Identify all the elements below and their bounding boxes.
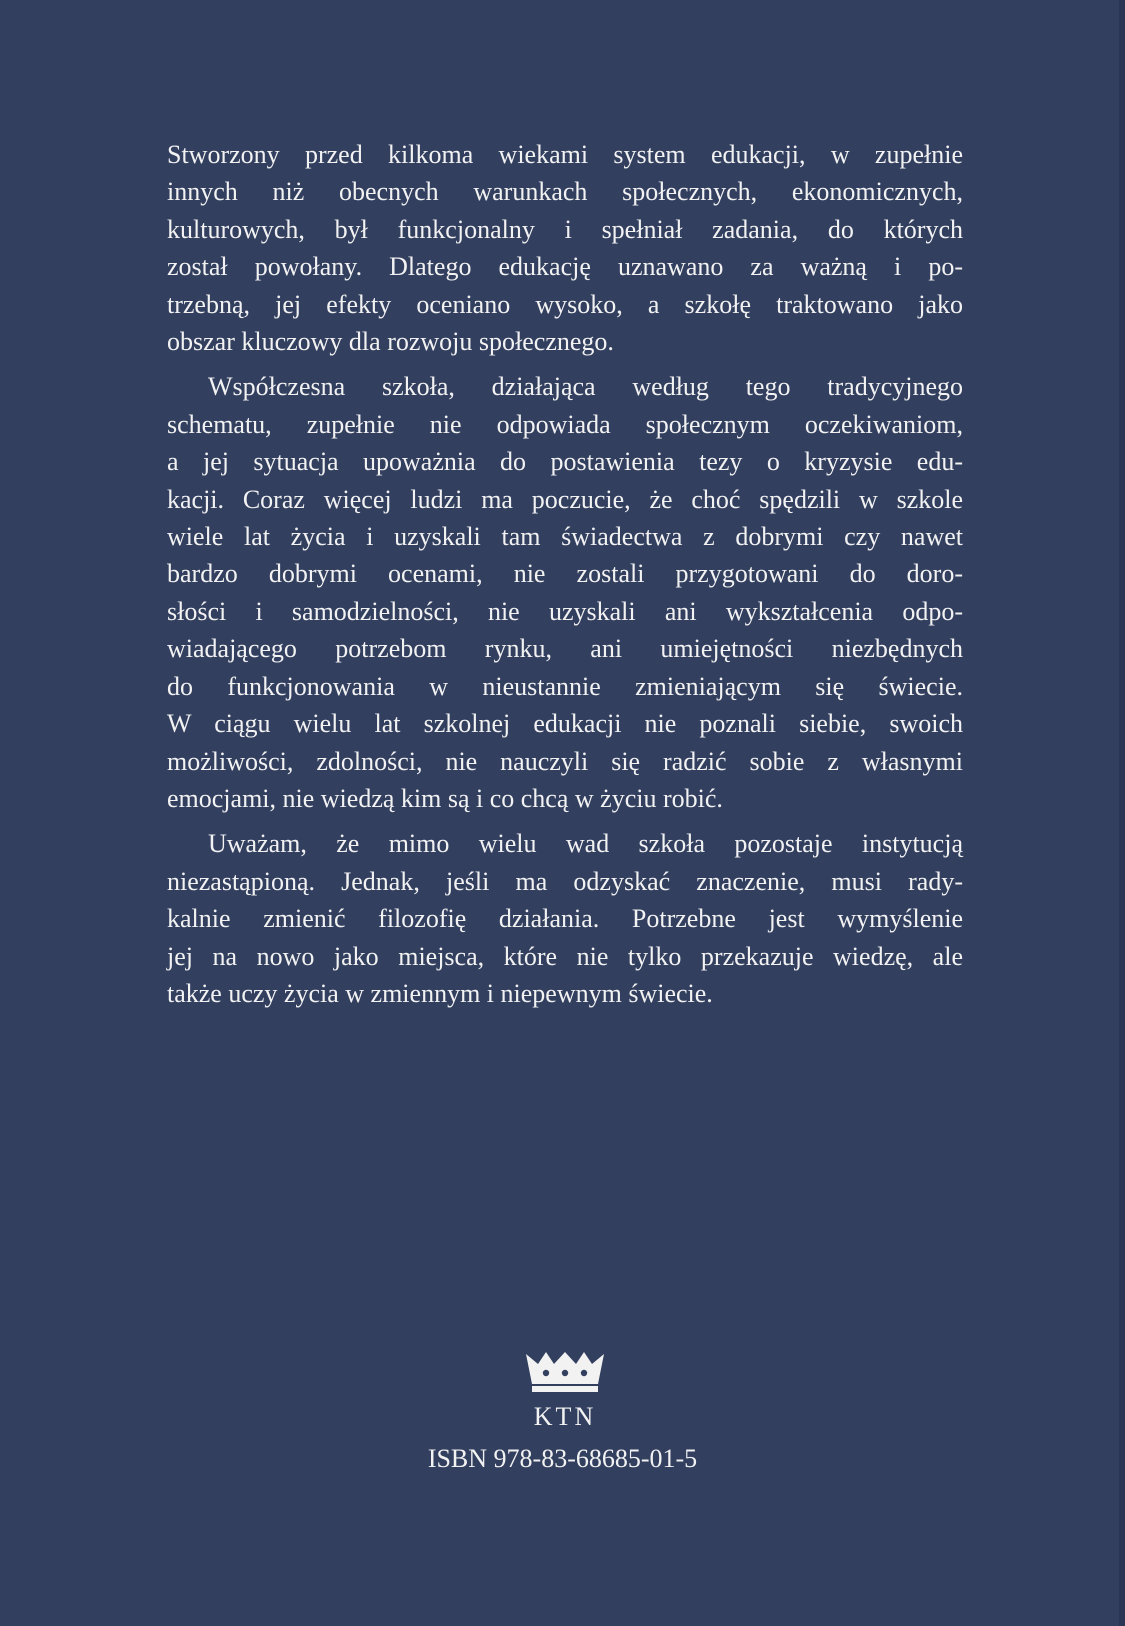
text-line: obszar kluczowy dla rozwoju społecznego. — [167, 327, 614, 357]
text-line: W ciągu wielu lat szkolnej edukacji nie poznali siebie, swoich — [167, 709, 963, 739]
isbn-number: ISBN 978-83-68685-01-5 — [427, 1444, 698, 1473]
text-line: kacji. Coraz więcej ludzi ma poczucie, że choć spędzili w szkole — [167, 484, 963, 514]
text-line: także uczy życia w zmiennym i niepewnym świecie. — [167, 978, 713, 1008]
paragraph-1 — [167, 136, 963, 360]
text-line: emocjami, nie wiedzą kim są i co chcą w życiu robić. — [167, 783, 723, 813]
text-line: bardzo dobrymi ocenami, nie zostali przygotowani do doro- — [167, 559, 963, 589]
text-line: trzebną, jej efekty oceniano wysoko, a szkołę traktowano jako — [167, 289, 963, 319]
text-line: możliwości, zdolności, nie nauczyli się radzić sobie z własnymi — [167, 746, 963, 776]
paragraph-3 — [167, 825, 963, 1012]
text-line: wiele lat życia i uzyskali tam świadectwa z dobrymi czy nawet — [167, 522, 963, 552]
blurb-text — [167, 136, 963, 1020]
text-line: został powołany. Dlatego edukację uznawano za ważną i po- — [167, 252, 963, 282]
text-line: niezastąpioną. Jednak, jeśli ma odzyskać znaczenie, musi rady- — [167, 866, 963, 896]
text-line: Współczesna szkoła, działająca według tego tradycyjnego — [208, 372, 963, 402]
text-line: innych niż obecnych warunkach społecznych, ekonomicznych, — [167, 177, 963, 207]
crown-icon — [524, 1350, 606, 1394]
paragraph-2 — [167, 368, 963, 817]
text-line: kalnie zmienić filozofię działania. Potrzebne jest wymyślenie — [167, 904, 963, 934]
text-line: do funkcjonowania w nieustannie zmieniającym się świecie. — [167, 671, 963, 701]
publisher-name: KTN — [533, 1402, 597, 1431]
text-line: Uważam, że mimo wielu wad szkoła pozostaje instytucją — [208, 829, 963, 859]
text-line: kulturowych, był funkcjonalny i spełniał zadania, do których — [167, 214, 963, 244]
publisher-logo — [520, 1350, 610, 1432]
text-line: jej na nowo jako miejsca, które nie tylko przekazuje wiedzę, ale — [167, 941, 963, 971]
text-line: słości i samodzielności, nie uzyskali ani wykształcenia odpo- — [167, 596, 963, 626]
text-line: schematu, zupełnie nie odpowiada społecznym oczekiwaniom, — [167, 409, 963, 439]
text-line: Stworzony przed kilkoma wiekami system edukacji, w zupełnie — [167, 140, 963, 169]
text-line: a jej sytuacja upoważnia do postawienia tezy o kryzysie edu- — [167, 447, 963, 477]
text-line: wiadającego potrzebom rynku, ani umiejętności niezbędnych — [167, 634, 963, 664]
